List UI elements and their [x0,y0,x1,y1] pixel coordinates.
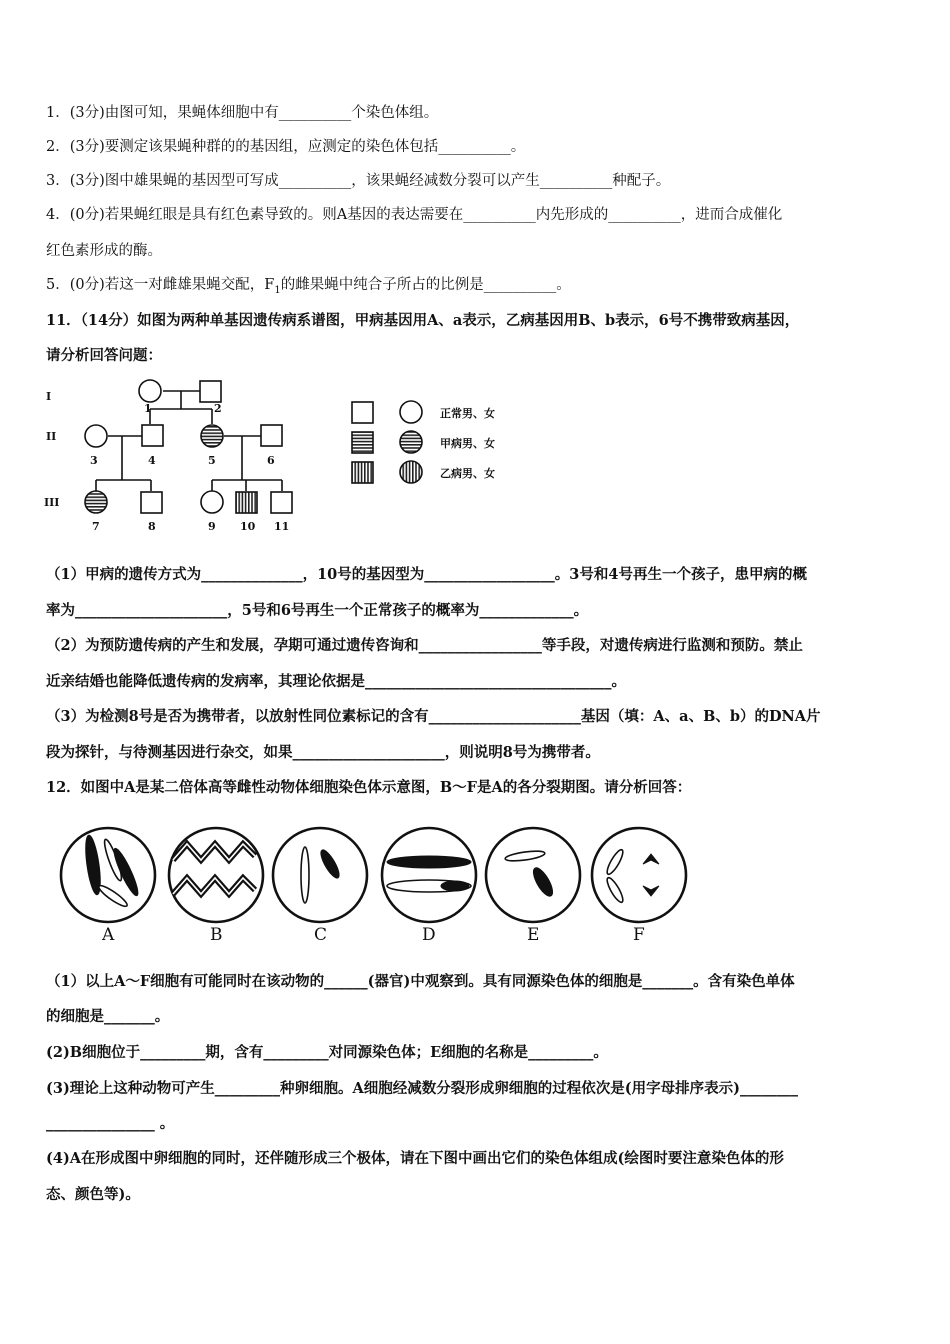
cell-label-a: A [102,925,115,945]
question-line: (3)理论上这种动物可产生_________种卵细胞。A细胞经减数分裂形成卵细胞的过程依次是(用字母排序表示)________ [46,1080,799,1097]
svg-text:4: 4 [148,454,156,467]
question-line: (4)A在形成图中卵细胞的同时，还伴随形成三个极体，请在下图中画出它们的染色体组成(绘图时要注意染色体的形 [46,1150,784,1167]
pedigree-ind-5 [201,425,223,447]
question-line: 段为探针，与待测基因进行杂交，如果_____________________，则说明8号为携带者。 [46,744,600,761]
question-line: 率为_____________________，5号和6号再生一个正常孩子的概率为_____________。 [46,602,589,619]
cell-diagrams [55,820,695,950]
question-line: （3）为检测8号是否为携带者，以放射性同位素标记的含有_____________________基因（填：A、a、B、b）的DNA片 [46,708,821,725]
pedigree-ind-2 [200,381,221,402]
gen-label-2: II [46,430,57,443]
question-line: 2．(3分)要测定该果蝇种群的的基因组，应测定的染色体包括__________。 [46,139,526,155]
question-line: （1）甲病的遗传方式为______________，10号的基因型为__________________。3号和4号再生一个孩子，患甲病的概 [46,566,807,583]
pedigree-ind-10 [236,492,257,513]
svg-text:5: 5 [208,454,216,467]
cell-label-d: D [422,925,436,945]
svg-text:10: 10 [240,520,256,533]
pedigree-ind-6 [261,425,282,446]
legend-normal: 正常男、女 [440,407,495,420]
question-5-line: 5．(0分)若这一对雌雄果蝇交配，$F_1$的雌果蝇中纯合子所占的比例是__________。 [46,277,571,296]
question-line: 4．(0分)若果蝇红眼是具有红色素导致的。则A基因的表达需要在__________内先形成的__________，进而合成催化 [46,207,783,223]
pedigree-legend [348,396,528,496]
svg-text:3: 3 [90,454,98,467]
svg-text:9: 9 [208,520,216,533]
question-line: _______________ 。 [46,1115,175,1132]
svg-text:11: 11 [274,520,290,533]
legend-yi: 乙病男、女 [440,467,495,480]
question-line: 的细胞是_______。 [46,1008,170,1025]
pedigree-ind-8 [141,492,162,513]
pedigree-ind-11 [271,492,292,513]
svg-text:7: 7 [92,520,100,533]
pedigree-ind-7 [85,491,107,513]
question-line: 态、颜色等)。 [46,1186,140,1203]
question-line: 近亲结婚也能降低遗传病的发病率，其理论依据是__________________________________。 [46,673,626,690]
question-line: 11．（14分）如图为两种单基因遗传病系谱图，甲病基因用A、a表示，乙病基因用B、b表示，6号不携带致病基因， [46,312,800,329]
cell-label-e: E [527,925,540,945]
svg-text:2: 2 [214,402,222,415]
pedigree-ind-3 [85,425,107,447]
pedigree-chart [40,378,320,534]
cell-label-b: B [210,925,223,945]
cell-label-c: C [314,925,328,945]
question-line: （1）以上A～F细胞有可能同时在该动物的______(器官)中观察到。具有同源染色体的细胞是_______。含有染色单体 [46,973,795,990]
svg-text:6: 6 [267,454,275,467]
question-line: （2）为预防遗传病的产生和发展，孕期可通过遗传咨询和_________________等手段，对遗传病进行监测和预防。禁止 [46,637,803,654]
question-line: 红色素形成的酶。 [46,243,162,259]
svg-text:1: 1 [144,402,152,415]
legend-jia: 甲病男、女 [440,437,495,450]
pedigree-ind-1 [139,380,161,402]
question-line: (2)B细胞位于_________期，含有_________对同源染色体；E细胞的名称是_________。 [46,1044,608,1061]
gen-label-1: I [46,390,52,403]
question-line: 12．如图中A是某二倍体高等雌性动物体细胞染色体示意图，B～F是A的各分裂期图。请分析回答： [46,779,692,796]
gen-label-3: III [44,496,60,509]
question-line: 3．(3分)图中雄果蝇的基因型可写成__________，该果蝇经减数分裂可以产生__________种配子。 [46,173,671,189]
pedigree-ind-4 [142,425,163,446]
question-line: 请分析回答问题： [46,347,162,364]
question-line: 1．(3分)由图可知，果蝇体细胞中有__________个染色体组。 [46,105,439,121]
pedigree-ind-9 [201,491,223,513]
svg-text:8: 8 [148,520,156,533]
cell-label-f: F [633,925,645,945]
